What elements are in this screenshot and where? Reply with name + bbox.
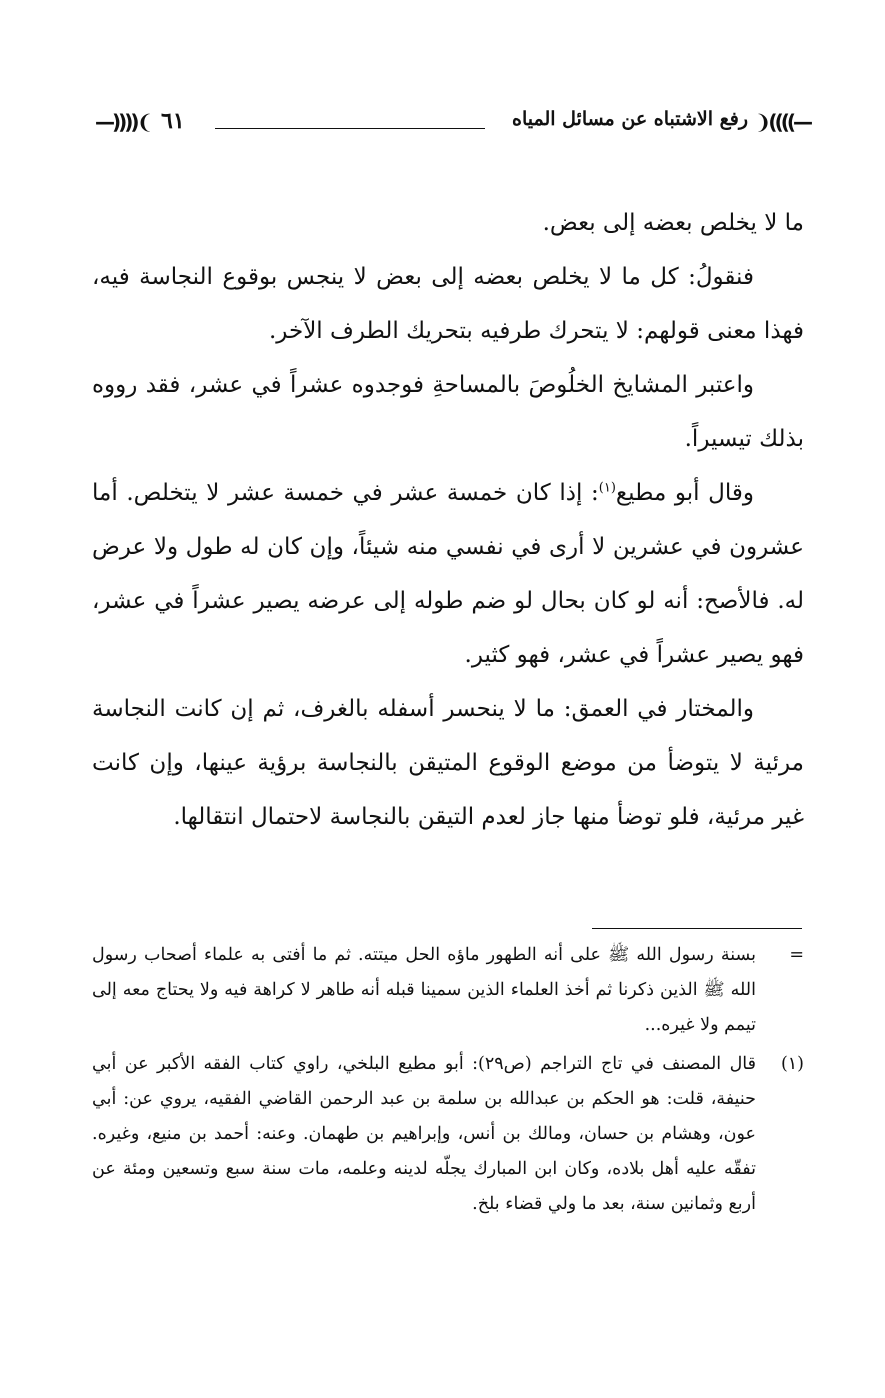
paragraph-2: فنقولُ: كل ما لا يخلص بعضه إلى بعض لا ينجس بوقوع النجاسة فيه، فهذا معنى قولهم: لا يتحرك طرفيه بتحريك الطرف الآخر.	[92, 264, 804, 344]
paragraph-4-rest: : إذا كان خمسة عشر في خمسة عشر لا يتخلص. أما عشرون في عشرين لا أرى في نفسي منه شيئاً، وإن كان له طول ولا عرض له. فالأصح: أنه لو كان بحال لو ضم طوله إلى عرضه يصير عشراً في عشر، فهو يصير عشراً في عشر، فهو كثير.	[92, 480, 804, 668]
paragraph-4-start: وقال أبو مطيع	[615, 480, 754, 506]
footnote-1-text: قال المصنف في تاج التراجم (ص٢٩): أبو مطيع البلخي، راوي كتاب الفقه الأكبر عن أبي حنيفة، قلت: هو الحكم بن عبدالله بن سلمة بن عبد الرحمن القاضي الفقيه، يروي عن: أبي عون، وهشام بن حسان، ومالك بن أنس، وإبراهيم بن طهمان. وعنه: أحمد بن منيع، وغيره. تفقّه عليه أهل بلاده، وكان ابن المبارك يجلّه لدينه وعلمه، مات سنة سبع وتسعين ومئة عن أربع وثمانين سنة، بعد ما ولي قضاء بلخ.	[92, 1054, 756, 1214]
header-rule	[215, 128, 485, 129]
paragraph-4	[92, 466, 804, 682]
main-text	[92, 196, 804, 844]
footnote-continued-marker: =	[789, 945, 804, 965]
footnotes	[92, 938, 804, 1226]
footnote-reference-1[interactable]: (١)	[598, 480, 616, 496]
footnote-continued-text: بسنة رسول الله ﷺ على أنه الطهور ماؤه الحل ميتته. ثم ما أفتى به علماء أصحاب رسول الله ﷺ الذين ذكرنا ثم أخذ العلماء الذين سمينا قبله أنه طاهر لا كراهة فيه ولا يحتاج معه إلى تيمم ولا غيره...	[92, 945, 756, 1035]
page-number: ٦١	[161, 108, 185, 134]
running-title: رفع الاشتباه عن مسائل المياه	[512, 108, 748, 130]
footnote-1-marker: (١)	[780, 1054, 804, 1074]
running-header	[95, 108, 810, 148]
footnote-continued	[92, 938, 804, 1043]
header-ornament-right: —))))❨	[754, 110, 810, 134]
paragraph-3: واعتبر المشايخ الخلُوصَ بالمساحةِ فوجدوه عشراً في عشر، فقد رووه بذلك تيسيراً.	[92, 372, 804, 452]
paragraph-5: والمختار في العمق: ما لا ينحسر أسفله بالغرف، ثم إن كانت النجاسة مرئية لا يتوضأ من موضع الوقوع المتيقن بالنجاسة برؤية عينها، وإن كانت غير مرئية، فلو توضأ منها جاز لعدم التيقن بالنجاسة لاحتمال انتقالها.	[92, 696, 804, 830]
paragraph-1: ما لا يخلص بعضه إلى بعض.	[542, 210, 804, 236]
footnote-separator	[592, 928, 802, 929]
header-ornament-left: ❩((((—	[95, 110, 151, 134]
footnote-1	[92, 1047, 804, 1222]
